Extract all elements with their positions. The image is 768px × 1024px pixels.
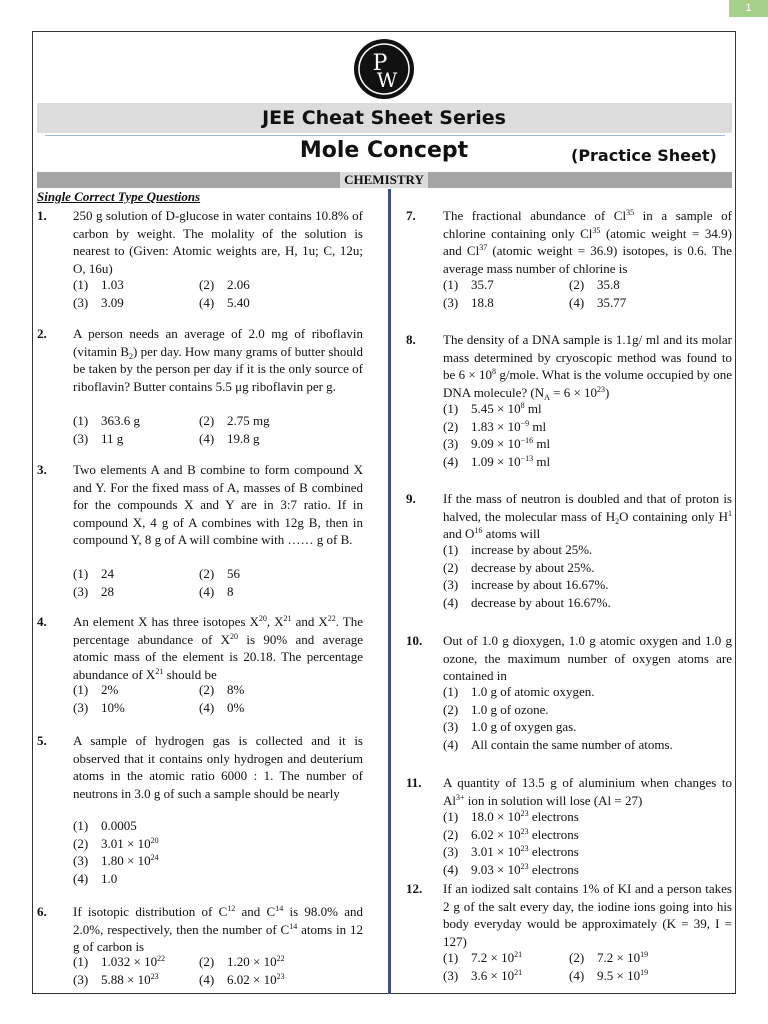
page-number: 1 — [729, 0, 768, 17]
option-3 — [443, 843, 579, 861]
question-number: 9. — [406, 491, 416, 506]
question-number: 10. — [406, 633, 423, 648]
question-number: 2. — [37, 326, 47, 341]
option-text: 3.09 — [101, 294, 124, 310]
option-label: (2) — [443, 826, 459, 842]
option-text: 19.8 g — [227, 430, 260, 446]
option-text: 1.0 g of ozone. — [471, 701, 549, 717]
option-4 — [569, 294, 626, 312]
question-text: The fractional abundance of Cl$^{35}$ in a sample of chlorine containing only Cl$^{35}$ (atomic weight = 34.9) and Cl$^{37}$ (atomic weight = 36.9) isotopes, is 0.6. The average mass number of chlorine is — [443, 208, 732, 276]
option-label: (4) — [199, 583, 215, 599]
option-label: (1) — [73, 566, 89, 581]
option-text: 0.0005 — [101, 818, 137, 833]
option-label: (4) — [199, 699, 215, 715]
option-2 — [443, 701, 549, 719]
option-3 — [73, 971, 159, 989]
option-text: 1.0 g of oxygen gas. — [471, 719, 577, 735]
option-label: (1) — [443, 950, 459, 965]
option-text: $6.02 \times 10^{23}$ — [227, 971, 285, 987]
option-text: 18.8 — [471, 294, 494, 310]
question-number: 4. — [37, 614, 47, 629]
option-2 — [199, 681, 244, 699]
option-label: (4) — [199, 294, 215, 310]
option-2 — [199, 565, 240, 583]
option-label: (4) — [443, 861, 459, 877]
option-label: (3) — [73, 430, 89, 446]
option-label: (1) — [443, 809, 459, 824]
option-label: (3) — [443, 967, 459, 983]
option-3 — [443, 967, 522, 985]
question-text: If the mass of neutron is doubled and that of proton is halved, the molecular mass of $H_2O$ containing only $H^1$ and $O^{16}$ atoms will — [443, 491, 732, 542]
option-1 — [73, 276, 124, 294]
option-3 — [443, 718, 576, 736]
option-label: (2) — [569, 277, 585, 292]
question-text: The density of a DNA sample is 1.1g/ ml and its molar mass determined by cryoscopic method was found to be $6 \times 10^8$ g/mole. What is the volume occupied by one DNA molecule? $(N_A = 6 \times 10^{23})$ — [443, 332, 732, 402]
option-4 — [443, 453, 550, 471]
option-label: (2) — [73, 835, 89, 851]
option-text: 5.40 — [227, 294, 250, 310]
option-3 — [443, 435, 550, 453]
question-number: 3. — [37, 462, 47, 477]
option-label: (4) — [199, 971, 215, 987]
question-text: A person needs an average of 2.0 mg of riboflavin (vitamin $B_2$) per day. How many grams of butter should be taken by the person per day if it is the only source of riboflavin? Butter contains 5.5 μg riboflavin per g. — [73, 326, 364, 394]
question-text: A quantity of 13.5 g of aluminium when changes to $Al^{3+}$ ion in solution will lose (Al = 27) — [443, 775, 732, 808]
option-label: (2) — [569, 950, 585, 965]
option-text: 35.8 — [597, 277, 620, 292]
question-text: Two elements A and B combine to form compound X and Y. For the fixed mass of A, masses of B combined for the compounds X and Y are in 3:7 ratio. If in compound X, 4 g of A combines with 12g B, then in compound Y, 8 g of A will combine with …… g of B. — [73, 462, 363, 548]
option-text: $3.6 \times 10^{21}$ — [471, 967, 523, 983]
option-text: $5.88 \times 10^{23}$ — [101, 971, 159, 987]
option-2 — [569, 276, 620, 294]
option-text: 1.0 g of atomic oxygen. — [471, 684, 595, 699]
question-text: If an iodized salt contains 1% of KI and a person takes 2 g of the salt every day, the iodine ions going into his body everyday would be approximately (K = 39, I = 127) — [443, 881, 732, 949]
option-1 — [443, 400, 542, 418]
option-2 — [569, 949, 648, 967]
option-text: $5.45 \times 10^8$ ml — [471, 401, 542, 416]
option-4 — [199, 294, 250, 312]
option-2 — [443, 559, 594, 577]
option-label: (3) — [443, 294, 459, 310]
option-label: (1) — [443, 542, 459, 557]
question-number: 12. — [406, 881, 423, 896]
option-text: 1.03 — [101, 277, 124, 292]
option-text: $1.83 \times 10^{-9}$ ml — [471, 418, 547, 434]
practice-label: (Practice Sheet) — [571, 146, 717, 165]
option-label: (4) — [199, 430, 215, 446]
question-number: 8. — [406, 332, 416, 347]
option-1 — [443, 949, 522, 967]
question-text: 250 g solution of D-glucose in water contains 10.8% of carbon by weight. The molality of the solution is nearest to (Given: Atomic weights are, H, 1u; C, 12u; O, 16u) — [73, 208, 363, 276]
option-text: 2% — [101, 682, 119, 697]
option-1 — [443, 808, 579, 826]
option-label: (1) — [443, 277, 459, 292]
option-text: 1.0 — [101, 870, 118, 886]
option-4 — [199, 971, 285, 989]
option-3 — [73, 583, 114, 601]
pw-logo — [353, 38, 415, 100]
question-text: If isotopic distribution of $C^{12}$ and $C^{14}$ is 98.0% and 2.0%, respectively, then the number of $C^{14}$ atoms in 12 g of carbon is — [73, 904, 364, 955]
option-text: 56 — [227, 566, 240, 581]
option-label: (1) — [73, 682, 89, 697]
option-text: 2.75 mg — [227, 413, 270, 428]
option-label: (4) — [569, 294, 585, 310]
option-text: 0% — [227, 699, 245, 715]
option-label: (4) — [443, 594, 459, 610]
question-number: 6. — [37, 904, 47, 919]
option-label: (4) — [569, 967, 585, 983]
question-text: An element X has three isotopes $X^{20}$, $X^{21}$ and $X^{22}$. The percentage abundance of $X^{20}$ is 90% and average atomic mass of the element is 20.18. The percentage abundance of $X^{21}$ should be — [73, 614, 363, 682]
option-4 — [199, 583, 234, 601]
logo-letter-p: P — [372, 51, 388, 76]
option-label: (3) — [73, 699, 89, 715]
option-label: (3) — [73, 971, 89, 987]
option-text: $7.2 \times 10^{21}$ — [471, 950, 523, 965]
option-label: (4) — [443, 736, 459, 752]
option-label: (4) — [73, 870, 89, 886]
option-label: (2) — [443, 418, 459, 434]
series-title: JEE Cheat Sheet Series — [262, 107, 506, 129]
question-number: 11. — [406, 775, 422, 790]
option-text: $3.01 \times 10^{23}$ electrons — [471, 844, 579, 860]
option-label: (2) — [199, 682, 215, 697]
option-label: (3) — [443, 719, 459, 735]
logo-letter-w: W — [376, 68, 398, 92]
option-text: $6.02 \times 10^{23}$ electrons — [471, 826, 579, 842]
question-text: Out of 1.0 g dioxygen, 1.0 g atomic oxygen and 1.0 g ozone, the maximum number of oxygen atoms are contained in — [443, 633, 732, 684]
question-text: A sample of hydrogen gas is collected and it is observed that it contains only hydrogen and deuterium atoms in the atomic ratio 6000 : 1. The number of neutrons in 3.0 g of such a sample should be nearly — [73, 733, 363, 801]
option-text: increase by about 16.67%. — [471, 577, 609, 593]
option-text: $7.2 \times 10^{19}$ — [597, 950, 649, 965]
option-3 — [73, 430, 123, 448]
option-text: 8 — [227, 583, 234, 599]
option-1 — [443, 276, 494, 294]
option-3 — [443, 576, 609, 594]
option-4 — [199, 699, 244, 717]
option-label: (2) — [199, 277, 215, 292]
option-2 — [199, 276, 250, 294]
option-1 — [73, 953, 165, 971]
option-label: (3) — [73, 294, 89, 310]
option-text: $1.80 \times 10^{24}$ — [101, 853, 159, 869]
option-text: $18.0 \times 10^{23}$ electrons — [471, 809, 579, 824]
question-number: 7. — [406, 208, 416, 223]
option-text: 35.7 — [471, 277, 494, 292]
option-text: 11 g — [101, 430, 124, 446]
option-text: 24 — [101, 566, 114, 581]
option-1 — [443, 683, 594, 701]
option-text: 363.6 g — [101, 413, 140, 428]
option-label: (1) — [73, 413, 89, 428]
option-text: $9.03 \times 10^{23}$ electrons — [471, 861, 579, 877]
option-4 — [443, 736, 673, 754]
option-1 — [73, 817, 137, 835]
option-text: $1.20 \times 10^{22}$ — [227, 954, 285, 969]
option-label: (3) — [443, 844, 459, 860]
option-1 — [443, 541, 592, 559]
option-label: (1) — [443, 684, 459, 699]
option-2 — [199, 953, 285, 971]
option-label: (3) — [443, 436, 459, 452]
option-text: $3.01 \times 10^{20}$ — [101, 835, 159, 851]
section-title: Single Correct Type Questions — [37, 189, 201, 204]
question-number: 1. — [37, 208, 47, 223]
option-text: All contain the same number of atoms. — [471, 736, 673, 752]
subject-label: CHEMISTRY — [340, 172, 428, 188]
option-2 — [199, 412, 270, 430]
topic-title: Mole Concept — [299, 138, 469, 163]
option-3 — [73, 699, 125, 717]
option-3 — [443, 294, 494, 312]
option-label: (1) — [73, 277, 89, 292]
option-text: $1.09 \times 10^{-13}$ ml — [471, 453, 551, 469]
option-label: (2) — [199, 413, 215, 428]
option-label: (3) — [73, 583, 89, 599]
option-2 — [443, 418, 546, 436]
option-label: (2) — [199, 566, 215, 581]
option-label: (2) — [443, 559, 459, 575]
option-label: (2) — [443, 701, 459, 717]
option-text: 10% — [101, 699, 125, 715]
option-label: (1) — [73, 954, 89, 969]
option-text: 28 — [101, 583, 114, 599]
option-4 — [199, 430, 260, 448]
option-1 — [73, 681, 118, 699]
option-text: $9.5 \times 10^{19}$ — [597, 967, 649, 983]
option-text: decrease by about 16.67%. — [471, 594, 611, 610]
option-label: (4) — [443, 453, 459, 469]
question-number: 5. — [37, 733, 47, 748]
option-2 — [443, 826, 579, 844]
option-3 — [73, 852, 159, 870]
option-1 — [73, 412, 140, 430]
option-text: 35.77 — [597, 294, 627, 310]
option-text: decrease by about 25%. — [471, 559, 595, 575]
option-4 — [443, 861, 579, 879]
option-label: (1) — [73, 818, 89, 833]
option-label: (1) — [443, 401, 459, 416]
column-divider — [388, 189, 391, 994]
option-text: 8% — [227, 682, 245, 697]
option-label: (3) — [443, 577, 459, 593]
option-label: (3) — [73, 853, 89, 869]
option-label: (2) — [199, 954, 215, 969]
option-3 — [73, 294, 124, 312]
option-text: $1.032 \times 10^{22}$ — [101, 954, 166, 969]
option-1 — [73, 565, 114, 583]
option-2 — [73, 835, 159, 853]
option-text: 2.06 — [227, 277, 250, 292]
option-4 — [443, 594, 611, 612]
option-text: increase by about 25%. — [471, 542, 593, 557]
option-4 — [569, 967, 648, 985]
option-4 — [73, 870, 117, 888]
option-text: $9.09 \times 10^{-16}$ ml — [471, 436, 551, 452]
